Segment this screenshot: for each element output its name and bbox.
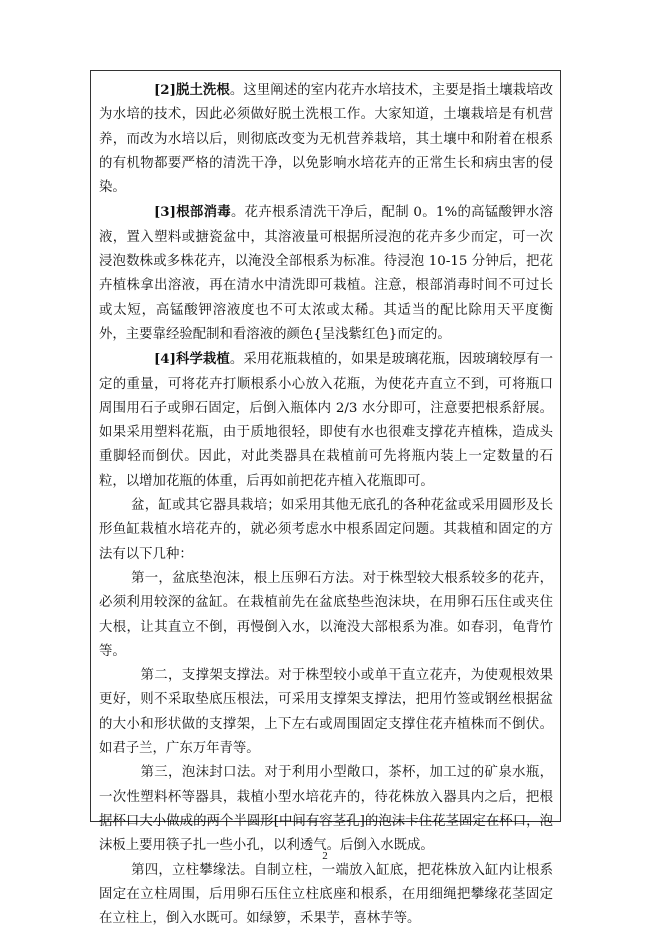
paragraph-heading: [3]根部消毒 — [154, 204, 231, 220]
paragraph-method-4: 第四，立柱攀缘法。自制立柱，一端放入缸底，把花株放入缸内让根系固定在立柱周围，后用卵石压住立柱底座和根系，在用细绳把攀缘花茎固定在立柱上，倒入水既可。如绿箩，禾果芋，喜林芋等。 — [99, 859, 553, 931]
paragraph-method-3: 第三，泡沫封口法。对于利用小型敞口，茶杯，加工过的矿泉水瓶，一次性塑料杯等器具，栽植小型水培花卉的，待花株放入器具内之后，把根据杯口大小做成的两个半圆形[中间有容茎孔]的泡沫卡住花茎固定在杯口，泡沫板上要用筷子扎一些小孔，以利透气。后倒入水既成。 — [99, 761, 553, 858]
paragraph-heading: [2]脱土洗根 — [154, 82, 230, 98]
paragraph-method-1: 第一，盆底垫泡沫，根上压卵石方法。对于株型较大根系较多的花卉，必须利用较深的盆缸。在栽植前先在盆底垫些泡沫块，在用卵石压住或夹住大根，让其直立不倒，再慢倒入水，以淹没大部根系为准。如春羽，龟背竹等。 — [99, 567, 553, 664]
paragraph-deroot-wash — [99, 78, 553, 200]
paragraph-planting — [99, 347, 553, 494]
paragraph-text: 。花卉根系清洗干净后，配制 0。1%的高锰酸钾水溶液，置入塑料或搪瓷盆中，其溶液量可根据所浸泡的花卉多少而定，可一次浸泡数株或多株花卉，以淹没全部根系为标准。待浸泡 10-15 分钟后，把花卉植株拿出溶液，再在清水中清洗即可栽植。注意，根部消毒时间不可过长或太短，高锰酸钾溶液度也不可太浓或太稀。其适当的配比除用天平度衡外，主要靠经验配制和看溶液的颜色{呈浅紫红色}而定的。 — [99, 205, 553, 341]
paragraph-text: 。采用花瓶栽植的，如果是玻璃花瓶，因玻璃较厚有一定的重量，可将花卉打顺根系小心放入花瓶，为使花卉直立不到，可将瓶口周围用石子或卵石固定，后倒入瓶体内 2/3 水分即可，注意要把根系舒展。如果采用塑料花瓶，由于质地很轻，即使有水也很难支撑花卉植株，造成头重脚轻而倒伏。因此，对此类器具在栽植前可先将瓶内装上一定数量的石粒，以增加花瓶的体重，后再如前把花卉植入花瓶即可。 — [99, 352, 553, 488]
paragraph-root-disinfection — [99, 200, 553, 347]
paragraph-text: 。这里阐述的室内花卉水培技术，主要是指土壤栽培改为水培的技术，因此必须做好脱土洗根工作。大家知道，土壤栽培是有机营养，而改为水培以后，则彻底改变为无机营养栽培，其土壤中和附着在根系的有机物都要严格的清洗干净，以免影响水培花卉的正常生长和病虫害的侵染。 — [99, 83, 553, 195]
paragraph-heading: [4]科学栽植 — [154, 351, 230, 367]
document-body — [99, 78, 553, 931]
page-number: 2 — [0, 850, 650, 862]
paragraph-container-planting: 盆，缸或其它器具栽培；如采用其他无底孔的各种花盆或采用圆形及长形鱼缸栽植水培花卉的，就必须考虑水中根系固定问题。其栽植和固定的方法有以下几种： — [99, 494, 553, 567]
paragraph-method-2: 第二，支撑架支撑法。对于株型较小或单干直立花卉，为使观根效果更好，则不采取垫底压根法，可采用支撑架支撑法，把用竹签或钢丝根据盆的大小和形状做的支撑架，上下左右或周围固定支撑住花卉植株而不倒伏。如君子兰，广东万年青等。 — [99, 664, 553, 761]
